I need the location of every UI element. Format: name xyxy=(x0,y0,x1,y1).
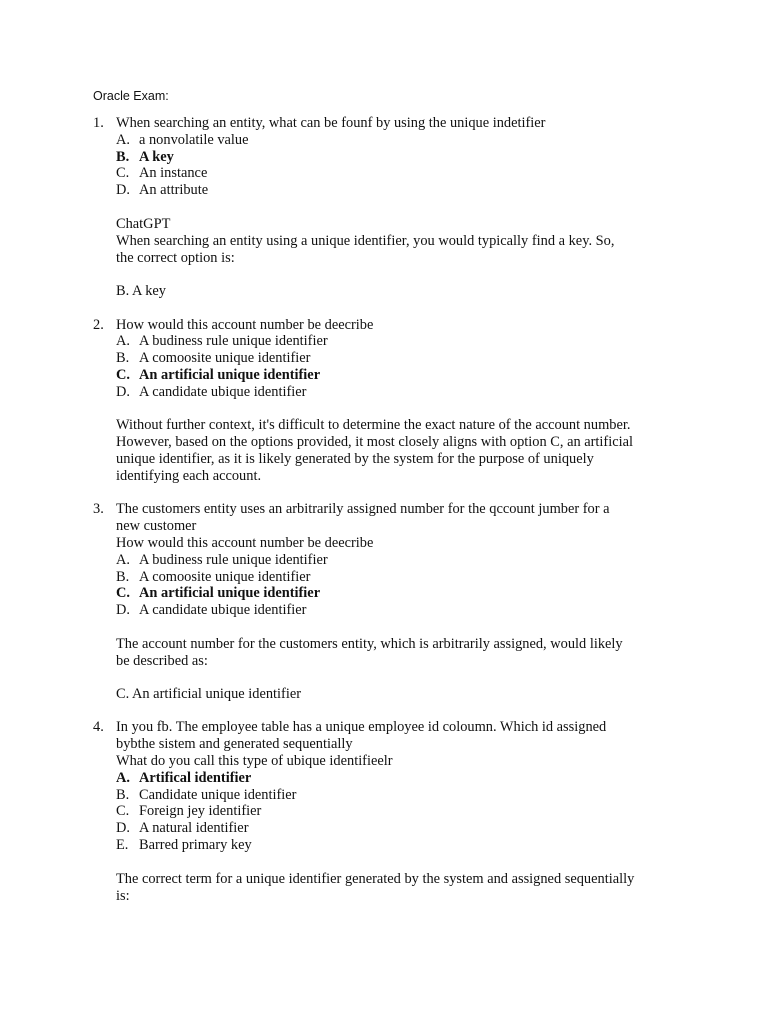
answer-line: identifying each account. xyxy=(116,468,262,484)
question-number: 2. xyxy=(93,317,104,333)
answer-line: However, based on the options provided, it most closely aligns with option C, an artificial xyxy=(116,434,633,450)
option-text: A natural identifier xyxy=(139,820,249,836)
option-text: a nonvolatile value xyxy=(139,132,249,148)
question-text: bybthe sistem and generated sequentially xyxy=(116,736,353,752)
option-letter: D. xyxy=(116,602,130,618)
option-text: An instance xyxy=(139,165,208,181)
option-letter: A. xyxy=(116,552,130,568)
option-text: Candidate unique identifier xyxy=(139,787,297,803)
option-letter: E. xyxy=(116,837,129,853)
option-letter: B. xyxy=(116,569,130,585)
answer-line: is: xyxy=(116,888,130,904)
option-letter: C. xyxy=(116,803,130,819)
option-text: A candidate ubique identifier xyxy=(139,384,307,400)
option-letter-correct: C. xyxy=(116,367,130,383)
option-letter-correct: C. xyxy=(116,585,130,601)
option-text: Barred primary key xyxy=(139,837,252,853)
option-letter: D. xyxy=(116,384,130,400)
option-letter: D. xyxy=(116,182,130,198)
option-letter: A. xyxy=(116,132,130,148)
question-number: 3. xyxy=(93,501,104,517)
answer-line: unique identifier, as it is likely generated by the system for the purpose of uniquely xyxy=(116,451,594,467)
question-number: 4. xyxy=(93,719,104,735)
option-letter-correct: A. xyxy=(116,770,130,786)
option-letter: C. xyxy=(116,165,130,181)
final-answer: C. An artificial unique identifier xyxy=(116,686,302,702)
source-label: ChatGPT xyxy=(116,216,171,232)
option-text: Foreign jey identifier xyxy=(139,803,262,819)
option-text-correct: Artifical identifier xyxy=(139,770,252,786)
option-letter-correct: B. xyxy=(116,149,130,165)
question-text: The customers entity uses an arbitrarily assigned number for the qccount jumber for a xyxy=(116,501,610,517)
answer-line: When searching an entity using a unique identifier, you would typically find a key. So, xyxy=(116,233,615,249)
answer-line: The correct term for a unique identifier generated by the system and assigned sequentially xyxy=(116,871,635,887)
option-letter: B. xyxy=(116,787,130,803)
option-letter: A. xyxy=(116,333,130,349)
final-answer: B. A key xyxy=(116,283,166,299)
question-number: 1. xyxy=(93,115,104,131)
option-letter: D. xyxy=(116,820,130,836)
option-text: A budiness rule unique identifier xyxy=(139,333,328,349)
answer-line: the correct option is: xyxy=(116,250,235,266)
document-title: Oracle Exam: xyxy=(93,89,169,103)
answer-line: be described as: xyxy=(116,653,208,669)
option-text: A budiness rule unique identifier xyxy=(139,552,328,568)
option-text-correct: An artificial unique identifier xyxy=(139,367,321,383)
option-text: An attribute xyxy=(139,182,209,198)
answer-line: The account number for the customers entity, which is arbitrarily assigned, would likely xyxy=(116,636,623,652)
question-text: In you fb. The employee table has a unique employee id coloumn. Which id assigned xyxy=(116,719,607,735)
question-text: How would this account number be deecribe xyxy=(116,317,374,333)
option-text: A candidate ubique identifier xyxy=(139,602,307,618)
option-text-correct: A key xyxy=(139,149,174,165)
question-text: new customer xyxy=(116,518,197,534)
question-text: When searching an entity, what can be founf by using the unique indetifier xyxy=(116,115,546,131)
option-text: A comoosite unique identifier xyxy=(139,569,311,585)
option-letter: B. xyxy=(116,350,130,366)
question-text: What do you call this type of ubique identifieelr xyxy=(116,753,393,769)
option-text: A comoosite unique identifier xyxy=(139,350,311,366)
answer-line: Without further context, it's difficult to determine the exact nature of the account number. xyxy=(116,417,631,433)
question-text: How would this account number be deecribe xyxy=(116,535,374,551)
option-text-correct: An artificial unique identifier xyxy=(139,585,321,601)
